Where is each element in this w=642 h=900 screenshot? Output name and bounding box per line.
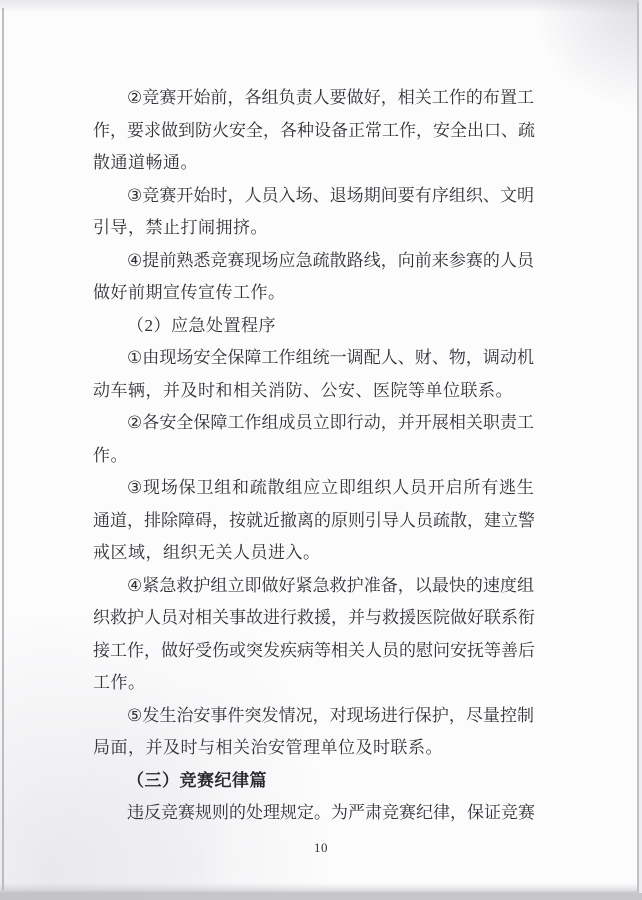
- text-line: （2）应急处置程序: [127, 315, 276, 335]
- text-line: ② 各 安 全 保 障 工 作 组 成 员 立 即 行 动 ， 并 开 展 相 关 职 责 工: [127, 413, 534, 432]
- text-line: 引导，禁止打闹拥挤。: [93, 218, 268, 237]
- text-line: 戒区域，组织无关人员进入。: [93, 543, 321, 562]
- page-number: 10: [314, 840, 328, 855]
- text-line: ③ 现 场 保 卫 组 和 疏 散 组 应 立 即 组 织 人 员 开 启 所 有 逃 生: [127, 478, 534, 497]
- text-line: ④ 提 前 熟 悉 竞 赛 现 场 应 急 疏 散 路 线 ， 向 前 来 参 赛 的 人 员: [127, 250, 534, 270]
- text-line: 违 反 竞 赛 规 则 的 处 理 规 定 。 为 严 肃 竞 赛 纪 律 ， 保 证 竞 赛: [127, 803, 535, 822]
- text-line: ④ 紧 急 救 护 组 立 即 做 好 紧 急 救 护 准 备 ， 以 最 快 的 速 度 组: [127, 575, 534, 595]
- scan-edge-right-line: [637, 2, 639, 892]
- text-line: ① 由 现 场 安 全 保 障 工 作 组 统 一 调 配 人 、 财 、 物 ， 调 动 机: [127, 348, 534, 367]
- text-line: 作。: [93, 445, 128, 465]
- text-line: 动车辆，并及时和相关消防、公安、医院等单位联系。: [93, 380, 513, 400]
- text-line: 做好前期宣传宣传工作。: [93, 283, 286, 302]
- text-line: ⑤ 发 生 治 安 事 件 突 发 情 况 ， 对 现 场 进 行 保 护 ， 尽 量 控 制: [127, 705, 534, 725]
- text-line: 工作。: [93, 673, 146, 692]
- text-line: 作 ， 要 求 做 到 防 火 安 全 ， 各 种 设 备 正 常 工 作 ， 安 全 出 口 、 疏: [93, 120, 535, 140]
- document-text: [93, 82, 534, 830]
- text-line: ② 竞 赛 开 始 前 ， 各 组 负 责 人 要 做 好 ， 相 关 工 作 的 布 置 工: [127, 88, 534, 107]
- text-line: 接 工 作 ， 做 好 受 伤 或 突 发 疾 病 等 相 关 人 员 的 慰 问 安 抚 等 善 后: [93, 640, 535, 660]
- text-line: 散通道畅通。: [93, 153, 198, 172]
- text-line: 局面，并及时与相关治安管理单位及时联系。: [93, 738, 443, 757]
- text-line: 通 道 ， 排 除 障 碍 ， 按 就 近 撤 离 的 原 则 引 导 人 员 疏 散 ， 建 立 警: [93, 510, 535, 530]
- text-line: ③ 竞 赛 开 始 时 ， 人 员 入 场 、 退 场 期 间 要 有 序 组 织 、 文 明: [127, 185, 534, 205]
- text-line: 织 救 护 人 员 对 相 关 事 故 进 行 救 援 ， 并 与 救 援 医 院 做 好 联 系 衔: [93, 608, 535, 627]
- section-heading: （三）竞赛纪律篇: [127, 770, 267, 790]
- scan-edge-left-line: [2, 8, 4, 890]
